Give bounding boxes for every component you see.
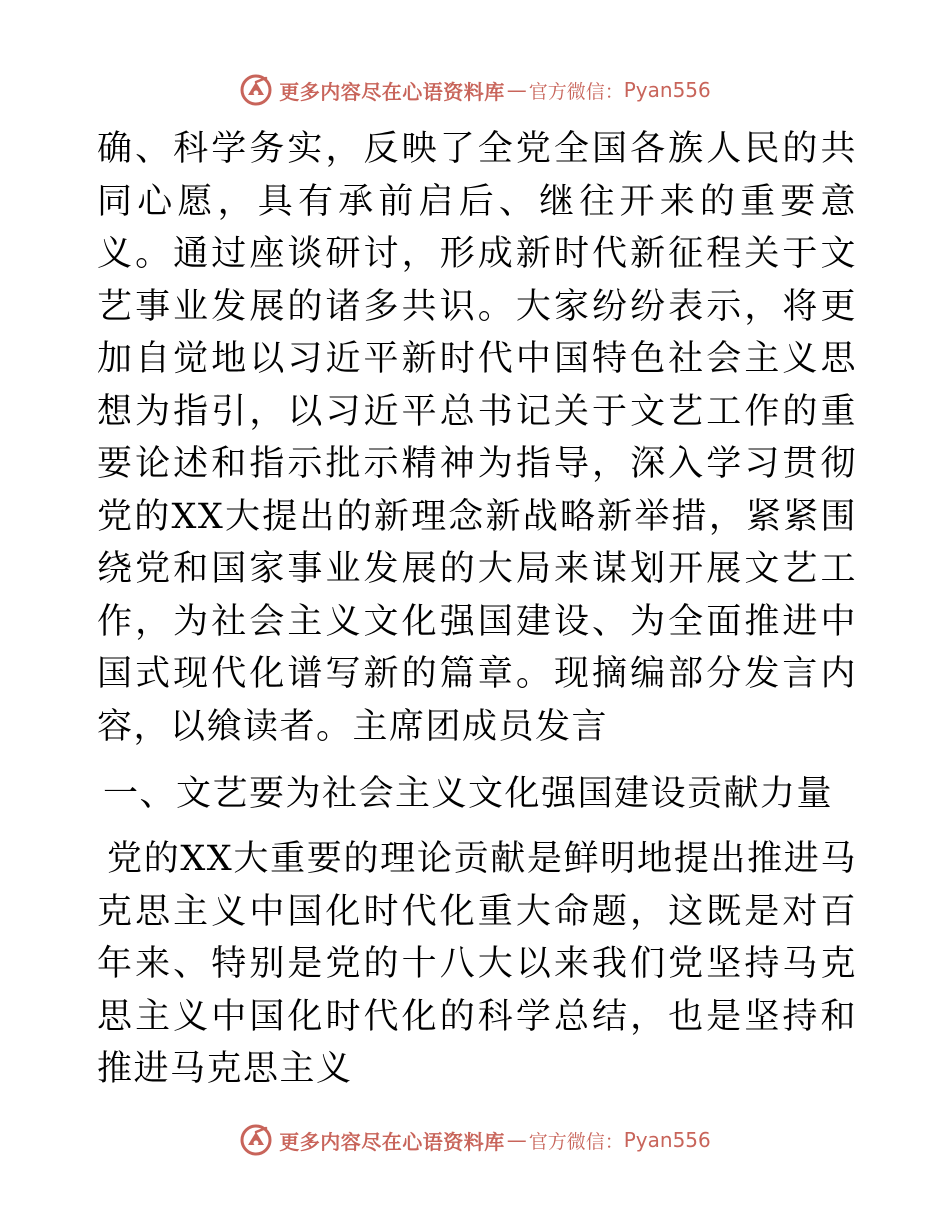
banner-dash: — xyxy=(506,1128,527,1152)
body-paragraph: 确、科学务实，反映了全党全国各族人民的共同心愿，具有承前启后、继往开来的重要意义。通过座谈研讨，形成新时代新征程关于文艺事业发展的诸多共识。大家纷纷表示，将更加自觉地以习近平新时代中国特色社会主义思想为指引，以习近平总书记关于文艺工作的重要论述和指示批示精神为指导，深入学习贯彻党的XX大提出的新理念新战略新举措，紧紧围绕党和国家事业发展的大局来谋划开展文艺工作，为社会主义文化强国建设、为全面推进中国式现代化谱写新的篇章。现摘编部分发言内容，以飨读者。主席团成员发言 xyxy=(97,129,857,747)
section-heading: 一、文艺要为社会主义文化强国建设贡献力量 xyxy=(103,774,834,814)
seal-logo-icon xyxy=(239,1123,273,1157)
footer-banner xyxy=(0,1120,950,1160)
banner-dash: — xyxy=(506,78,527,102)
header-banner xyxy=(0,70,950,110)
banner-wechat-label: 官方微信： xyxy=(528,1130,624,1153)
body-paragraph: 党的XX大重要的理论贡献是鲜明地提出推进马克思主义中国化时代化重大命题，这既是对百年来、特别是党的十八大以来我们党坚持马克思主义中国化时代化的科学总结，也是坚持和推进马克思主义 xyxy=(97,839,857,1089)
banner-wechat-id: Pyan556 xyxy=(623,78,711,102)
banner-slogan: 更多内容尽在心语资料库 xyxy=(279,1129,505,1154)
seal-logo-icon xyxy=(239,73,273,107)
document-body xyxy=(97,123,857,1096)
banner-slogan: 更多内容尽在心语资料库 xyxy=(279,79,505,104)
banner-wechat-label: 官方微信： xyxy=(528,80,624,103)
banner-wechat-id: Pyan556 xyxy=(623,1128,711,1152)
